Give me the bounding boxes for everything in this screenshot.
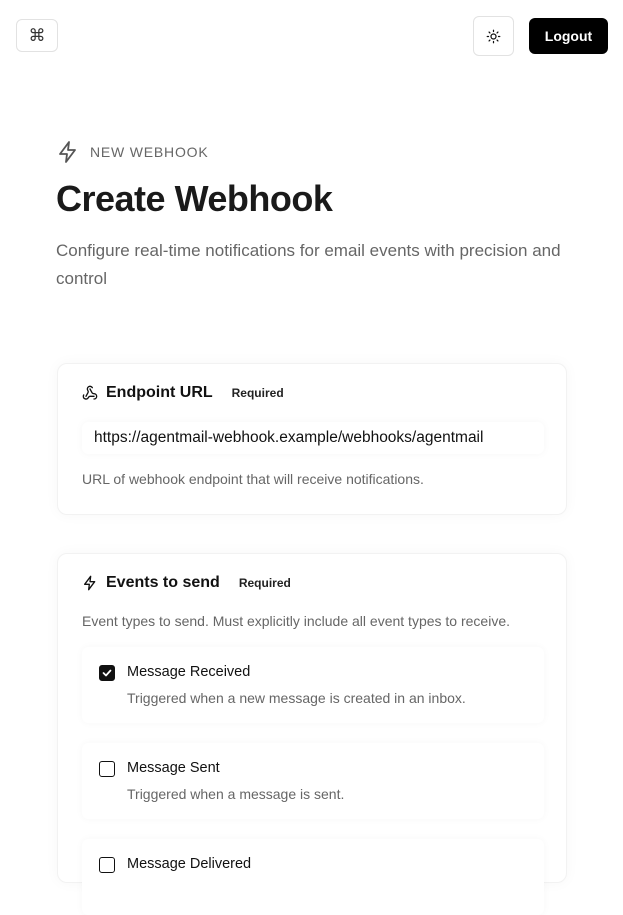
lightning-icon bbox=[56, 140, 80, 164]
page-subtitle: Configure real-time notifications for email events with precision and control bbox=[56, 241, 561, 288]
top-bar bbox=[0, 0, 623, 72]
required-label: Required bbox=[238, 576, 291, 590]
lightning-icon bbox=[82, 575, 98, 591]
endpoint-url-input[interactable] bbox=[82, 422, 544, 454]
event-checkbox[interactable] bbox=[99, 857, 115, 873]
endpoint-card bbox=[57, 363, 567, 515]
events-title: Events to send bbox=[106, 574, 220, 591]
logout-button[interactable]: Logout bbox=[529, 18, 608, 54]
check-icon bbox=[101, 667, 113, 679]
command-icon: ⌘ bbox=[28, 25, 46, 45]
events-card bbox=[57, 553, 567, 883]
event-item-message-delivered[interactable] bbox=[82, 839, 544, 915]
theme-toggle-button[interactable] bbox=[473, 16, 514, 56]
endpoint-hint: URL of webhook endpoint that will receive notifications. bbox=[82, 471, 424, 487]
required-label: Required bbox=[231, 386, 284, 400]
event-name: Message Received bbox=[127, 664, 251, 680]
webhook-icon bbox=[82, 385, 98, 401]
events-hint: Event types to send. Must explicitly include all event types to receive. bbox=[82, 613, 510, 629]
event-checkbox[interactable] bbox=[99, 761, 115, 777]
command-menu-button[interactable] bbox=[16, 19, 58, 52]
page-title: Create Webhook bbox=[56, 178, 333, 219]
event-item-message-received[interactable] bbox=[82, 647, 544, 723]
event-description: Triggered when a message is sent. bbox=[127, 786, 345, 802]
endpoint-title: Endpoint URL bbox=[106, 384, 213, 401]
sun-icon bbox=[486, 29, 501, 44]
event-name: Message Sent bbox=[127, 760, 220, 776]
event-name: Message Delivered bbox=[127, 856, 252, 872]
event-description: Triggered when a new message is created in an inbox. bbox=[127, 690, 466, 706]
endpoint-header bbox=[82, 384, 284, 402]
event-checkbox[interactable] bbox=[99, 665, 115, 681]
event-item-message-sent[interactable] bbox=[82, 743, 544, 819]
eyebrow bbox=[56, 140, 208, 164]
eyebrow-label: NEW WEBHOOK bbox=[90, 144, 209, 160]
events-header bbox=[82, 574, 291, 592]
